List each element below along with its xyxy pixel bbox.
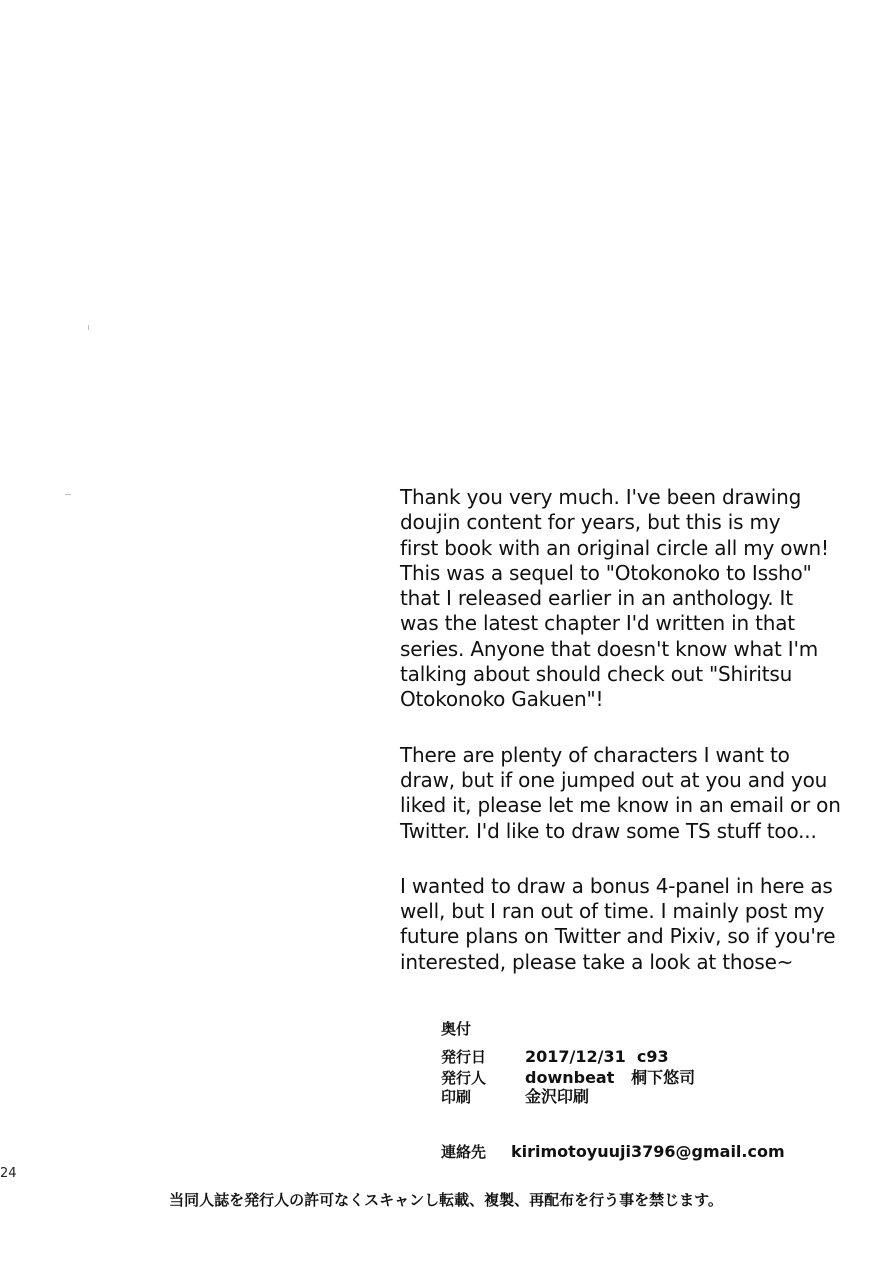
text-line: Otokonoko Gakuen"! (400, 687, 604, 712)
text-line: This was a sequel to "Otokonoko to Issho" (400, 560, 812, 585)
copyright-notice: 当同人誌を発行人の許可なくスキャンし転載、複製、再配布を行う事を禁じます。 (169, 1191, 723, 1209)
text-line: was the latest chapter I'd written in that (400, 611, 795, 636)
contact-label: 連絡先 (441, 1143, 487, 1161)
colophon-label: 印刷 (441, 1088, 472, 1106)
colophon-value: downbeat 桐下悠司 (525, 1068, 696, 1087)
contact-line (441, 1141, 785, 1162)
colophon-row-date (441, 1046, 695, 1065)
colophon-value: 2017/12/31 c93 (525, 1047, 669, 1066)
text-line: future plans on Twitter and Pixiv, so if you're (400, 924, 836, 949)
scan-speck (88, 325, 89, 330)
afterword-paragraph-2 (400, 743, 880, 844)
text-line: There are plenty of characters I want to (400, 742, 790, 767)
text-line: liked it, please let me know in an email or on (400, 793, 841, 818)
afterword-paragraph-1 (400, 485, 880, 713)
text-line: interested, please take a look at those~ (400, 949, 794, 974)
text-line: draw, but if one jumped out at you and you (400, 767, 828, 792)
scan-speck (65, 494, 71, 495)
colophon-label: 発行人 (441, 1069, 487, 1087)
page-number: 24 (0, 1166, 17, 1181)
text-line: Twitter. I'd like to draw some TS stuff too... (400, 818, 817, 843)
text-line: Thank you very much. I've been drawing (400, 485, 802, 509)
colophon-row-publisher (441, 1065, 696, 1087)
afterword-paragraph-3 (400, 874, 880, 975)
colophon-title: 奥付 (441, 1020, 472, 1038)
text-line: doujin content for years, but this is my (400, 510, 781, 535)
text-line: series. Anyone that doesn't know what I'm (400, 636, 819, 661)
colophon-table (441, 1046, 696, 1106)
contact-email: kirimotoyuuji3796@gmail.com (511, 1142, 785, 1161)
text-line: I wanted to draw a bonus 4-panel in here as (400, 873, 833, 898)
text-line: that I released earlier in an anthology. It (400, 586, 793, 611)
afterword-text (400, 485, 880, 1005)
text-line: well, but I ran out of time. I mainly post my (400, 899, 825, 924)
colophon-value: 金沢印刷 (525, 1087, 590, 1106)
colophon-label: 発行日 (441, 1048, 487, 1066)
text-line: first book with an original circle all my own! (400, 535, 829, 560)
text-line: talking about should check out "Shiritsu (400, 662, 793, 687)
